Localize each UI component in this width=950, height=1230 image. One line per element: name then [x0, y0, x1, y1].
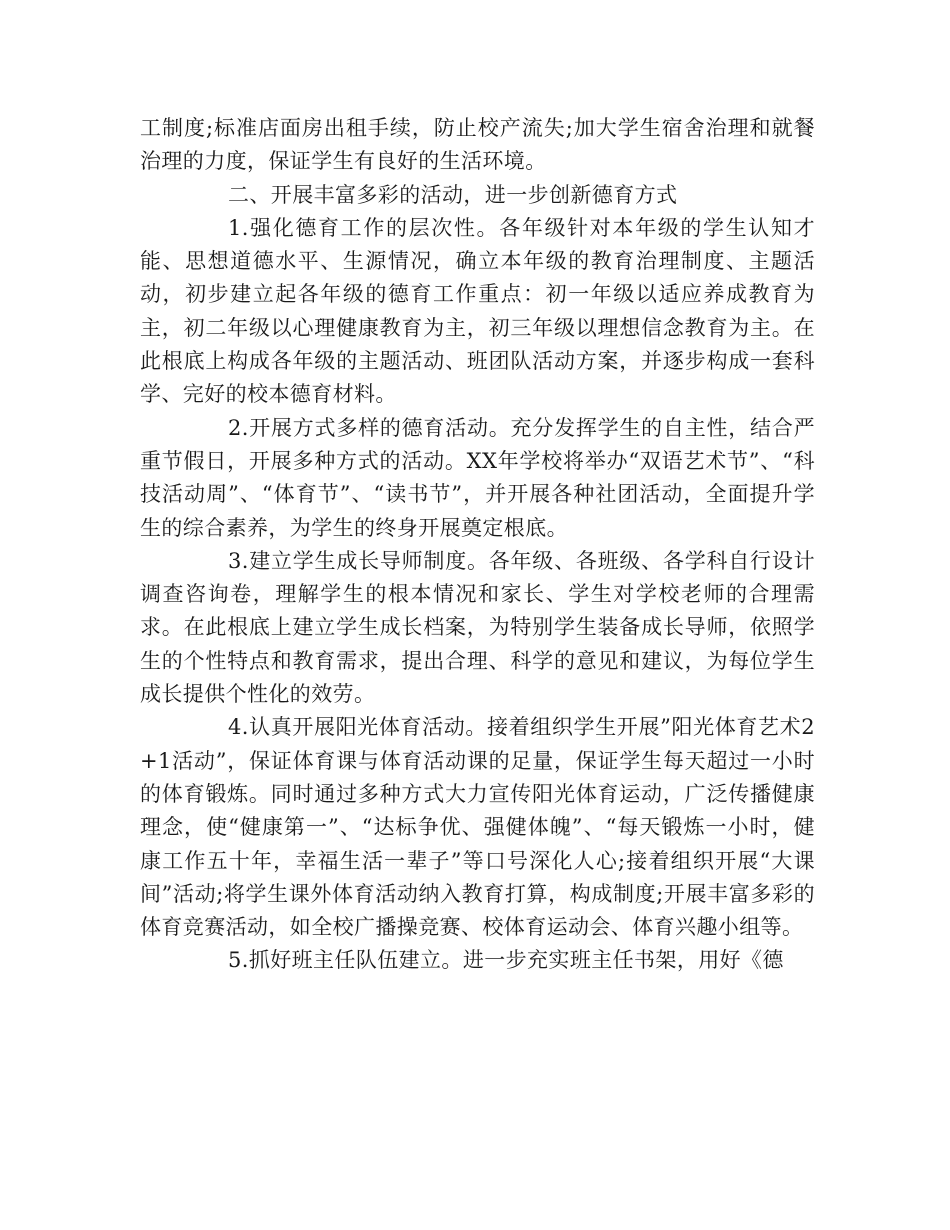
paragraph-item-3: 3.建立学生成长导师制度。各年级、各班级、各学科自行设计调查咨询卷，理解学生的根本情况和家长、学生对学校老师的合理需求。在此根底上建立学生成长档案，为特别学生装备成长导师，依照学生的个性特点和教育需求，提出合理、科学的意见和建议，为每位学生成长提供个性化的效劳。	[140, 548, 815, 707]
document-body	[140, 112, 815, 978]
paragraph-continuation: 工制度;标准店面房出租手续，防止校产流失;加大学生宿舍治理和就餐治理的力度，保证学生有良好的生活环境。	[140, 116, 815, 174]
paragraph-item-1: 1.强化德育工作的层次性。各年级针对本年级的学生认知才能、思想道德水平、生源情况，确立本年级的教育治理制度、主题活动，初步建立起各年级的德育工作重点：初一年级以适应养成教育为主，初二年级以心理健康教育为主，初三年级以理想信念教育为主。在此根底上构成各年级的主题活动、班团队活动方案，并逐步构成一套科学、完好的校本德育材料。	[140, 215, 815, 407]
paragraph-item-4: 4.认真开展阳光体育活动。接着组织学生开展”阳光体育艺术2+1活动”，保证体育课与体育活动课的足量，保证学生每天超过一小时的体育锻炼。同时通过多种方式大力宣传阳光体育运动，广泛传播健康理念，使“健康第一”、“达标争优、强健体魄”、“每天锻炼一小时，健康工作五十年，幸福生活一辈子”等口号深化人心;接着组织开展“大课间”活动;将学生课外体育活动纳入教育打算，构成制度;开展丰富多彩的体育竞赛活动，如全校广播操竞赛、校体育运动会、体育兴趣小组等。	[140, 715, 815, 940]
paragraph-item-5: 5.抓好班主任队伍建立。进一步充实班主任书架，用好《德	[228, 948, 784, 973]
section-heading: 二、开展丰富多彩的活动，进一步创新德育方式	[228, 182, 678, 207]
paragraph-item-2: 2.开展方式多样的德育活动。充分发挥学生的自主性，结合严重节假日，开展多种方式的活动。XX年学校将举办“双语艺术节”、“科技活动周”、“体育节”、“读书节”，并开展各种社团活动，全面提升学生的综合素养，为学生的终身开展奠定根底。	[140, 415, 815, 540]
